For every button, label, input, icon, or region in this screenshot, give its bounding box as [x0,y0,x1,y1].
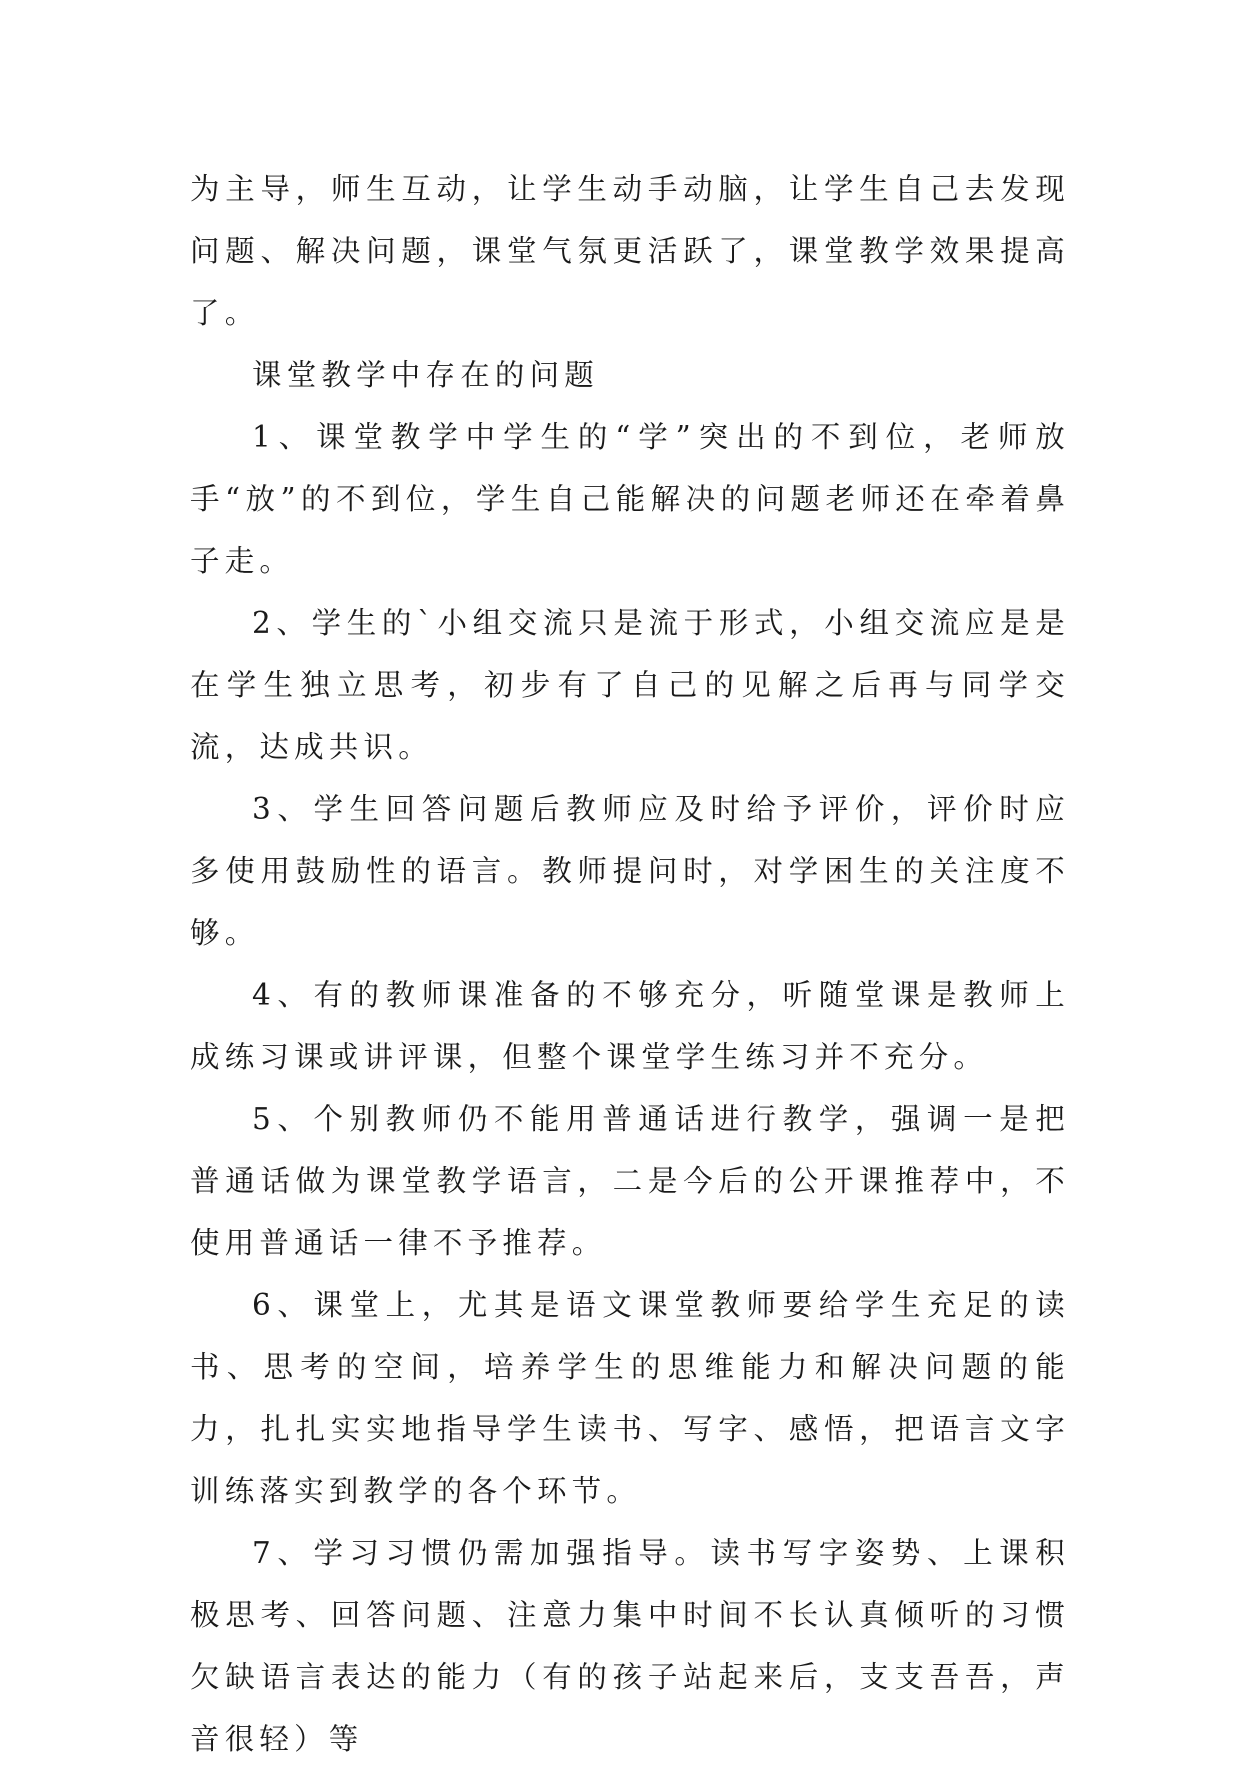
paragraph-item-6: 6、课堂上，尤其是语文课堂教师要给学生充足的读书、思考的空间，培养学生的思维能力和解决问题的能力，扎扎实实地指导学生读书、写字、感悟，把语言文字训练落实到教学的各个环节。 [190,1288,1070,1508]
paragraph-item-4: 4、有的教师课准备的不够充分，听随堂课是教师上成练习课或讲评课，但整个课堂学生练习并不充分。 [190,978,1070,1074]
paragraph-item-2: 2、学生的`小组交流只是流于形式，小组交流应是是在学生独立思考，初步有了自己的见解之后再与同学交流，达成共识。 [190,606,1070,764]
paragraph-item-5: 5、个别教师仍不能用普通话进行教学，强调一是把普通话做为课堂教学语言，二是今后的公开课推荐中，不使用普通话一律不予推荐。 [190,1102,1070,1260]
document-page [190,158,1070,1770]
paragraph-item-3: 3、学生回答问题后教师应及时给予评价，评价时应多使用鼓励性的语言。教师提问时，对学困生的关注度不够。 [190,792,1070,950]
paragraph-item-7: 7、学习习惯仍需加强指导。读书写字姿势、上课积极思考、回答问题、注意力集中时间不长认真倾听的习惯欠缺语言表达的能力（有的孩子站起来后，支支吾吾，声音很轻）等 [190,1536,1070,1756]
paragraph-item-1: 1、课堂教学中学生的“学”突出的不到位，老师放手“放”的不到位，学生自己能解决的问题老师还在牵着鼻子走。 [190,420,1070,578]
paragraph-continuation: 为主导，师生互动，让学生动手动脑，让学生自己去发现问题、解决问题，课堂气氛更活跃了，课堂教学效果提高了。 [190,172,1070,330]
section-heading: 课堂教学中存在的问题 [252,358,600,392]
